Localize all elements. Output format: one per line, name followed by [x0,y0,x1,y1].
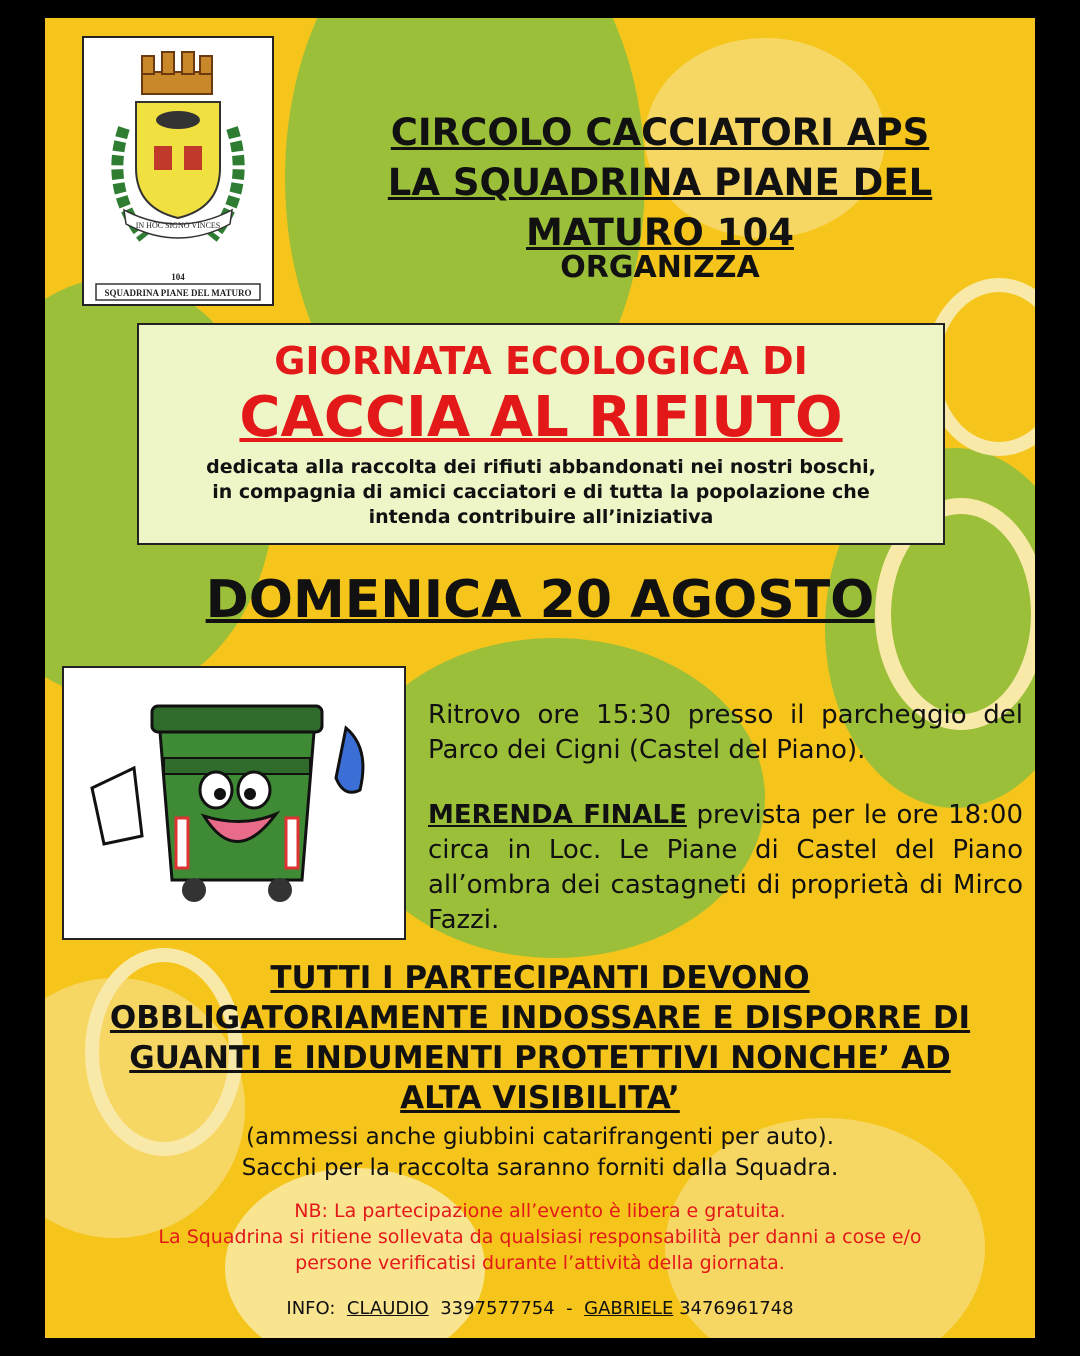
safety-warning [45,958,1035,1118]
organizer-subtitle: ORGANIZZA [560,250,760,285]
event-box [137,323,945,545]
contact-phone-2: 3476961748 [679,1298,794,1319]
event-desc-line-3: intenda contribuire all’iniziativa [368,506,714,528]
crest-number: 104 [171,272,185,282]
event-name: CACCIA AL RIFIUTO [239,385,843,450]
nb-line-2: La Squadrina si ritiene sollevata da qualsiasi responsabilità per danni a cose e/o [158,1226,922,1248]
trash-bin-icon [64,668,404,938]
event-date-text: DOMENICA 20 AGOSTO [205,570,875,630]
meeting-info [428,698,1023,938]
crest-logo [82,36,274,306]
crest-banner: SQUADRINA PIANE DEL MATURO [104,288,252,298]
event-date [45,570,1035,630]
crest-icon [84,38,272,304]
nb-line-1: La partecipazione all’evento è libera e gratuita. [334,1200,786,1222]
title-line-1: CIRCOLO CACCIATORI APS [390,111,930,154]
warning-line-4: ALTA VISIBILITA’ [400,1080,680,1116]
contact-phone-1: 3397577754 [440,1298,555,1319]
cartoon-bin-image [62,666,406,940]
snack-label: MERENDA FINALE [428,800,687,830]
event-line-1: GIORNATA ECOLOGICA DI [274,339,808,383]
note-line-2: Sacchi per la raccolta saranno forniti dalla Squadra. [241,1155,839,1181]
title-line-2: LA SQUADRINA PIANE DEL [387,161,933,204]
warning-line-2: OBBLIGATORIAMENTE INDOSSARE E DISPORRE DI [109,1000,971,1036]
notes [45,1122,1035,1184]
note-line-1: (ammessi anche giubbini catarifrangenti per auto). [245,1124,835,1150]
disclaimer [45,1198,1035,1276]
nb-label: NB: [294,1200,328,1222]
contact-name-2: GABRIELE [584,1298,674,1319]
nb-line-3: persone verificatisi durante l’attività della giornata. [295,1252,785,1274]
event-desc-line-1: dedicata alla raccolta dei rifiuti abbandonati nei nostri boschi, [206,456,876,478]
title-line-3: MATURO 104 [526,211,794,254]
contact-info [45,1298,1035,1319]
snack-info [428,798,1023,938]
meeting-text: Ritrovo ore 15:30 presso il parcheggio del Parco dei Cigni (Castel del Piano). [428,700,1023,765]
event-line-2 [139,385,943,450]
event-description [149,455,933,530]
crest-motto: IN HOC SIGNO VINCES [135,221,221,230]
warning-line-1: TUTTI I PARTECIPANTI DEVONO [270,960,810,996]
warning-line-3: GUANTI E INDUMENTI PROTETTIVI NONCHE’ AD [129,1040,951,1076]
contact-label: INFO: [286,1298,336,1319]
contact-separator: - [566,1298,573,1319]
contact-name-1: CLAUDIO [346,1298,429,1319]
poster [45,18,1035,1338]
organizer-title [345,108,975,258]
snack-text: prevista per le ore 18:00 circa in Loc. Le Piane di Castel del Piano all’ombra dei castagneti di proprietà di Mirco Fazzi. [428,800,1024,935]
event-desc-line-2: in compagnia di amici cacciatori e di tutta la popolazione che [212,481,870,503]
